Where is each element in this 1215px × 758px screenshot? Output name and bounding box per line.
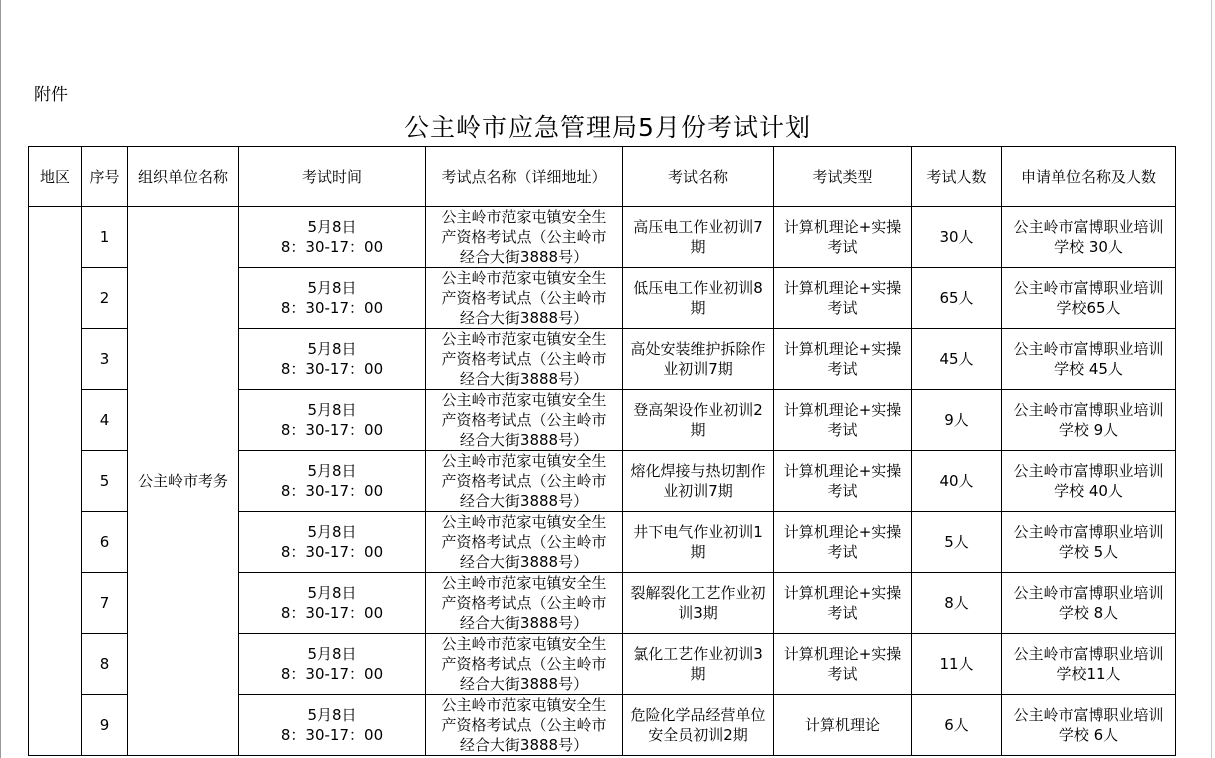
exam-hours: 8：30-17：00 (280, 238, 384, 256)
organizer-cell: 公主岭市考务 (128, 207, 239, 756)
exam-date: 5月8日 (307, 218, 357, 236)
cell-line: 计算机理论+实操 (783, 523, 902, 541)
exam-name-cell (623, 634, 774, 695)
cell-line: 公主岭市范家屯镇安全生 (441, 696, 607, 714)
exam-time-cell (239, 207, 426, 268)
exam-time-cell (239, 451, 426, 512)
exam-name-cell (623, 573, 774, 634)
cell-line: 学校 8人 (1058, 604, 1119, 622)
header-exam-count: 考试人数 (912, 147, 1002, 207)
cell-line: 产资格考试点（公主岭市 (441, 472, 607, 490)
cell-line: 计算机理论+实操 (783, 645, 902, 663)
exam-plan-table (28, 146, 1176, 756)
cell-line: 期 (690, 299, 706, 317)
cell-line: 计算机理论+实操 (783, 279, 902, 297)
exam-count-cell: 5人 (912, 512, 1002, 573)
cell-line: 学校 6人 (1058, 726, 1119, 744)
exam-count-cell: 9人 (912, 390, 1002, 451)
exam-time-cell (239, 634, 426, 695)
exam-site-cell (426, 329, 623, 390)
exam-type-cell (774, 268, 912, 329)
cell-line: 经合大街3888号） (459, 614, 589, 632)
cell-line: 公主岭市富博职业培训 (1013, 462, 1164, 480)
cell-line: 公主岭市富博职业培训 (1013, 401, 1164, 419)
exam-hours: 8：30-17：00 (280, 726, 384, 744)
cell-line: 经合大街3888号） (459, 675, 589, 693)
exam-hours: 8：30-17：00 (280, 604, 384, 622)
table-row (29, 207, 1176, 268)
cell-line: 低压电工作业初训8 (633, 279, 763, 297)
exam-type-cell (774, 634, 912, 695)
exam-count-cell: 6人 (912, 695, 1002, 756)
cell-line: 经合大街3888号） (459, 553, 589, 571)
cell-line: 产资格考试点（公主岭市 (441, 533, 607, 551)
cell-line: 公主岭市范家屯镇安全生 (441, 635, 607, 653)
table-header-row (29, 147, 1176, 207)
cell-line: 公主岭市富博职业培训 (1013, 279, 1164, 297)
row-number: 2 (82, 268, 128, 329)
applicant-cell (1002, 451, 1176, 512)
cell-line: 考试 (827, 360, 858, 378)
cell-line: 学校65人 (1056, 299, 1121, 317)
exam-name-cell (623, 390, 774, 451)
row-number: 3 (82, 329, 128, 390)
cell-line: 计算机理论+实操 (783, 340, 902, 358)
cell-line: 公主岭市范家屯镇安全生 (441, 269, 607, 287)
cell-line: 计算机理论+实操 (783, 584, 902, 602)
row-number: 6 (82, 512, 128, 573)
cell-line: 高处安装维护拆除作 (630, 340, 766, 358)
header-exam-type: 考试类型 (774, 147, 912, 207)
exam-time-cell (239, 268, 426, 329)
header-no: 序号 (82, 147, 128, 207)
applicant-cell (1002, 329, 1176, 390)
cell-line: 产资格考试点（公主岭市 (441, 594, 607, 612)
exam-type-cell (774, 329, 912, 390)
exam-hours: 8：30-17：00 (280, 482, 384, 500)
cell-line: 公主岭市范家屯镇安全生 (441, 330, 607, 348)
applicant-cell (1002, 695, 1176, 756)
cell-line: 经合大街3888号） (459, 492, 589, 510)
row-number: 4 (82, 390, 128, 451)
exam-type-cell (774, 390, 912, 451)
exam-name-cell (623, 268, 774, 329)
cell-line: 产资格考试点（公主岭市 (441, 289, 607, 307)
header-exam-time: 考试时间 (239, 147, 426, 207)
applicant-cell (1002, 268, 1176, 329)
cell-line: 考试 (827, 665, 858, 683)
exam-site-cell (426, 634, 623, 695)
cell-line: 计算机理论+实操 (783, 462, 902, 480)
exam-hours: 8：30-17：00 (280, 360, 384, 378)
exam-name-cell (623, 207, 774, 268)
exam-site-cell (426, 573, 623, 634)
exam-date: 5月8日 (307, 584, 357, 602)
cell-line: 考试 (827, 421, 858, 439)
applicant-cell (1002, 634, 1176, 695)
exam-name-cell (623, 451, 774, 512)
cell-line: 裂解裂化工艺作业初 (630, 584, 766, 602)
exam-type-cell (774, 451, 912, 512)
cell-line: 考试 (827, 238, 858, 256)
cell-line: 业初训7期 (663, 360, 733, 378)
exam-name-cell (623, 512, 774, 573)
cell-line: 产资格考试点（公主岭市 (441, 228, 607, 246)
exam-type-cell (774, 573, 912, 634)
cell-line: 公主岭市范家屯镇安全生 (441, 208, 607, 226)
exam-site-cell (426, 207, 623, 268)
header-exam-name: 考试名称 (623, 147, 774, 207)
exam-date: 5月8日 (307, 645, 357, 663)
cell-line: 产资格考试点（公主岭市 (441, 411, 607, 429)
cell-line: 考试 (827, 543, 858, 561)
exam-site-cell (426, 512, 623, 573)
cell-line: 经合大街3888号） (459, 370, 589, 388)
exam-date: 5月8日 (307, 462, 357, 480)
cell-line: 计算机理论+实操 (783, 401, 902, 419)
cell-line: 期 (690, 543, 706, 561)
row-number: 1 (82, 207, 128, 268)
cell-line: 公主岭市范家屯镇安全生 (441, 391, 607, 409)
header-region: 地区 (29, 147, 82, 207)
row-number: 8 (82, 634, 128, 695)
exam-count-cell: 11人 (912, 634, 1002, 695)
cell-line: 经合大街3888号） (459, 736, 589, 754)
applicant-cell (1002, 207, 1176, 268)
cell-line: 考试 (827, 604, 858, 622)
exam-type-cell (774, 207, 912, 268)
cell-line: 公主岭市富博职业培训 (1013, 645, 1164, 663)
cell-line: 经合大街3888号） (459, 248, 589, 266)
cell-line: 公主岭市富博职业培训 (1013, 706, 1164, 724)
attachment-label: 附件 (34, 85, 68, 105)
cell-line: 期 (690, 421, 706, 439)
cell-line: 业初训7期 (663, 482, 733, 500)
exam-count-cell: 8人 (912, 573, 1002, 634)
cell-line: 产资格考试点（公主岭市 (441, 350, 607, 368)
exam-count-cell: 65人 (912, 268, 1002, 329)
cell-line: 氯化工艺作业初训3 (633, 645, 763, 663)
cell-line: 经合大街3888号） (459, 309, 589, 327)
document-title: 公主岭市应急管理局5月份考试计划 (404, 113, 811, 142)
cell-line: 训3期 (678, 604, 718, 622)
exam-hours: 8：30-17：00 (280, 421, 384, 439)
cell-line: 学校 9人 (1058, 421, 1119, 439)
exam-type-cell (774, 695, 912, 756)
exam-count-cell: 45人 (912, 329, 1002, 390)
cell-line: 公主岭市富博职业培训 (1013, 340, 1164, 358)
cell-line: 登高架设作业初训2 (633, 401, 763, 419)
region-cell (29, 207, 82, 756)
cell-line: 期 (690, 238, 706, 256)
cell-line: 经合大街3888号） (459, 431, 589, 449)
applicant-cell (1002, 390, 1176, 451)
row-number: 7 (82, 573, 128, 634)
cell-line: 熔化焊接与热切割作 (630, 462, 766, 480)
cell-line: 产资格考试点（公主岭市 (441, 716, 607, 734)
exam-time-cell (239, 329, 426, 390)
cell-line: 公主岭市富博职业培训 (1013, 584, 1164, 602)
cell-line: 学校 40人 (1054, 482, 1123, 500)
cell-line: 公主岭市范家屯镇安全生 (441, 513, 607, 531)
applicant-cell (1002, 573, 1176, 634)
cell-line: 高压电工作业初训7 (633, 218, 763, 236)
exam-time-cell (239, 390, 426, 451)
cell-line: 学校 5人 (1058, 543, 1119, 561)
cell-line: 安全员初训2期 (648, 726, 748, 744)
cell-line: 产资格考试点（公主岭市 (441, 655, 607, 673)
cell-line: 期 (690, 665, 706, 683)
exam-date: 5月8日 (307, 279, 357, 297)
cell-line: 公主岭市范家屯镇安全生 (441, 574, 607, 592)
exam-site-cell (426, 451, 623, 512)
exam-site-cell (426, 268, 623, 329)
exam-time-cell (239, 695, 426, 756)
exam-hours: 8：30-17：00 (280, 665, 384, 683)
cell-line: 学校11人 (1056, 665, 1121, 683)
exam-count-cell: 30人 (912, 207, 1002, 268)
exam-name-cell (623, 695, 774, 756)
exam-name-cell (623, 329, 774, 390)
exam-date: 5月8日 (307, 340, 357, 358)
header-exam-site: 考试点名称（详细地址） (426, 147, 623, 207)
exam-time-cell (239, 512, 426, 573)
cell-line: 学校 45人 (1054, 360, 1123, 378)
cell-line: 学校 30人 (1054, 238, 1123, 256)
header-organizer: 组织单位名称 (128, 147, 239, 207)
cell-line: 考试 (827, 299, 858, 317)
cell-line: 危险化学品经营单位 (630, 706, 766, 724)
exam-time-cell (239, 573, 426, 634)
cell-line: 公主岭市富博职业培训 (1013, 523, 1164, 541)
cell-line: 考试 (827, 482, 858, 500)
exam-date: 5月8日 (307, 706, 357, 724)
cell-line: 公主岭市范家屯镇安全生 (441, 452, 607, 470)
exam-count-cell: 40人 (912, 451, 1002, 512)
cell-line: 计算机理论 (804, 716, 880, 734)
cell-line: 计算机理论+实操 (783, 218, 902, 236)
row-number: 9 (82, 695, 128, 756)
cell-line: 公主岭市富博职业培训 (1013, 218, 1164, 236)
exam-type-cell (774, 512, 912, 573)
cell-line: 井下电气作业初训1 (633, 523, 763, 541)
exam-date: 5月8日 (307, 523, 357, 541)
exam-hours: 8：30-17：00 (280, 543, 384, 561)
exam-site-cell (426, 390, 623, 451)
row-number: 5 (82, 451, 128, 512)
exam-date: 5月8日 (307, 401, 357, 419)
header-applicant: 申请单位名称及人数 (1002, 147, 1176, 207)
exam-site-cell (426, 695, 623, 756)
applicant-cell (1002, 512, 1176, 573)
exam-hours: 8：30-17：00 (280, 299, 384, 317)
